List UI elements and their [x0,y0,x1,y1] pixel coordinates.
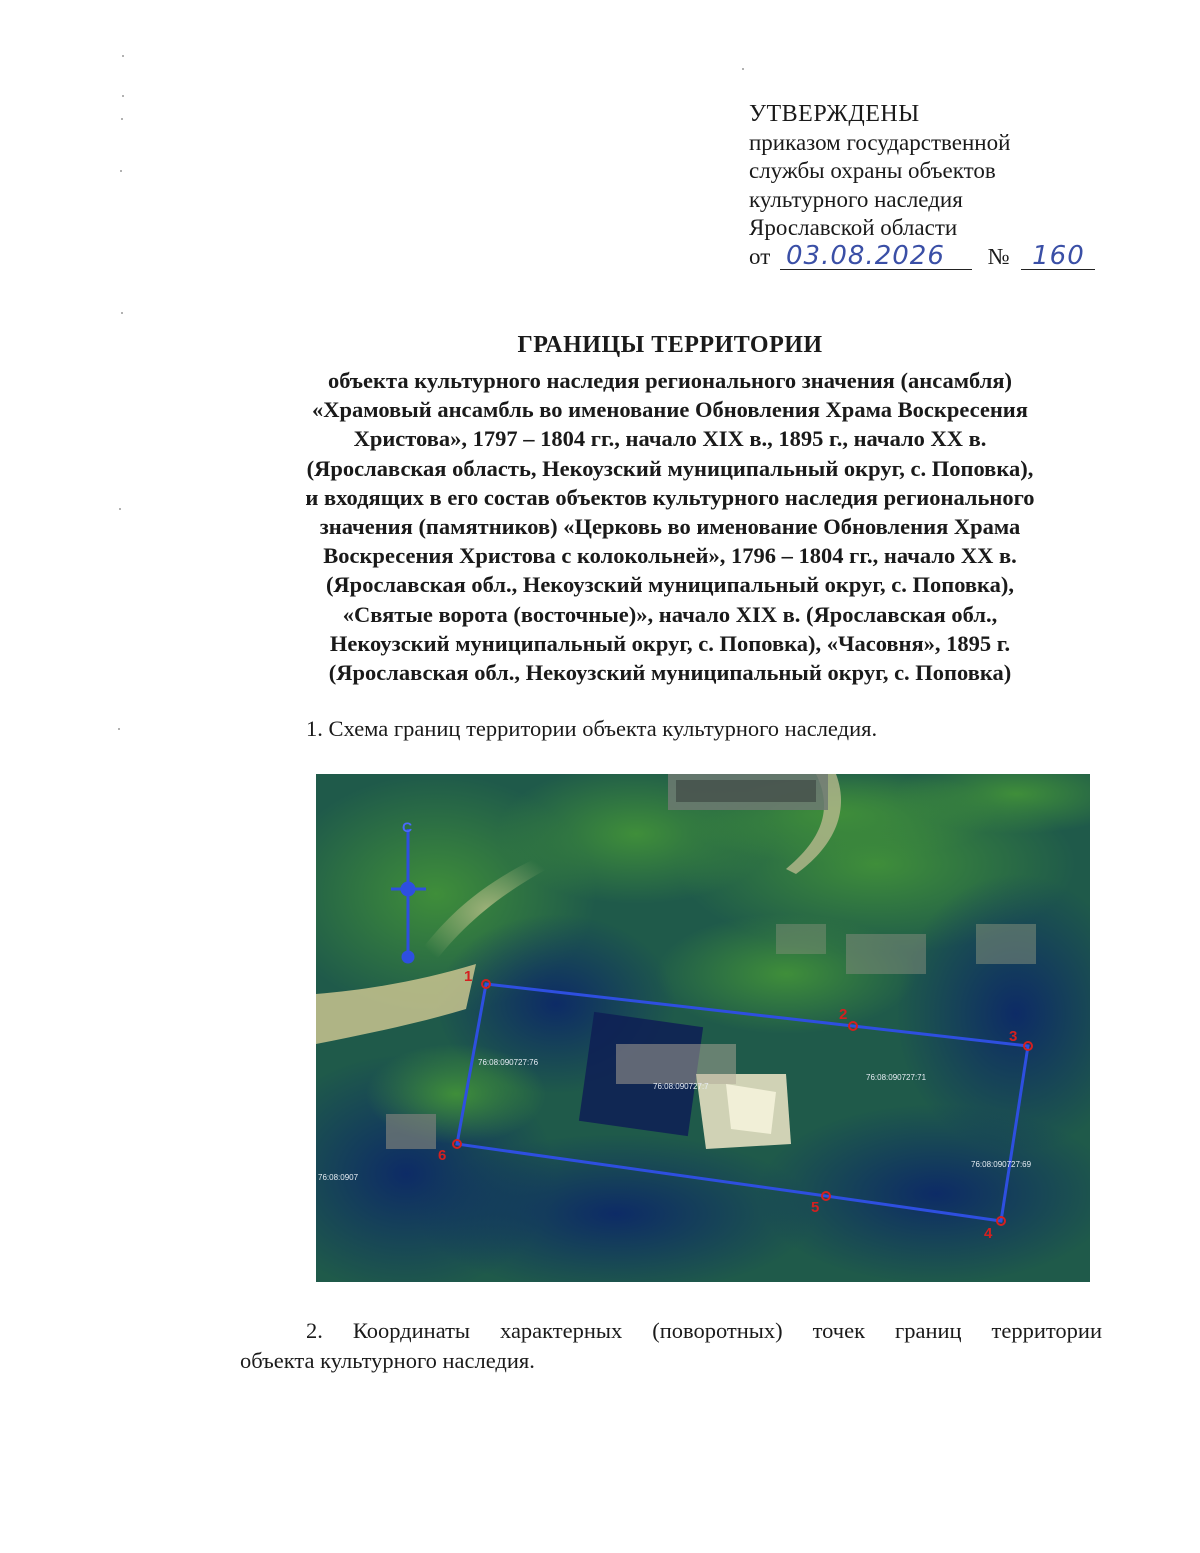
section-2-line: 2. Координаты характерных (поворотных) точек границ территории [306,1318,1102,1343]
approval-line: приказом государственной [749,129,1011,155]
parcel-label: 76:08:0907 [318,1173,359,1182]
scan-speck [120,170,122,172]
scan-speck [118,728,120,730]
scan-speck [121,118,123,120]
subtitle-line: Воскресения Христова с колокольней», 1796 – 1804 гг., начало XX в. [323,543,1017,569]
scan-speck [742,68,744,70]
point-label: 4 [984,1225,993,1242]
approval-line: культурного наследия [749,186,963,212]
parcel-label: 76:08:090727:76 [478,1058,539,1067]
scan-speck [121,312,123,314]
section-1-heading: 1. Схема границ территории объекта культурного наследия. [306,716,878,741]
subtitle-line: значения (памятников) «Церковь во именование Обновления Храма [319,514,1021,540]
document-title-block [180,330,1160,687]
number-field [1021,240,1095,271]
satellite-image [316,774,1090,1282]
document-title: ГРАНИЦЫ ТЕРРИТОРИИ [517,332,823,358]
date-prefix: от [749,243,771,269]
approval-heading: УТВЕРЖДЕНЫ [749,101,920,127]
subtitle-line: (Ярославская область, Некоузский муниципальный округ, с. Поповка), [306,455,1034,481]
scan-speck [122,95,124,97]
subtitle-line: Некоузский муниципальный округ, с. Поповка), «Часовня», 1895 г. [329,630,1011,656]
point-label: 1 [464,968,473,985]
section-2-line: объекта культурного наследия. [240,1348,535,1373]
approval-block [749,100,1095,273]
point-label: 3 [1009,1028,1018,1045]
date-field [780,240,972,271]
parcel-label: 76:08:090727:7 [653,1082,709,1091]
parcel-label: 76:08:090727:71 [866,1073,927,1082]
subtitle-line: объекта культурного наследия регионального значения (ансамбля) [327,368,1013,393]
number-prefix: № [987,243,1010,269]
subtitle-line: «Святые ворота (восточные)», начало XIX в. (Ярославская обл., [342,601,998,627]
subtitle-line: и входящих в его состав объектов культурного наследия регионального [305,484,1035,510]
point-label: 6 [438,1147,447,1164]
section-2-paragraph [240,1316,1102,1376]
subtitle-line: (Ярославская обл., Некоузский муниципальный округ, с. Поповка) [328,660,1012,686]
point-label: 5 [811,1199,820,1216]
subtitle-line: (Ярославская обл., Некоузский муниципальный округ, с. Поповка), [325,572,1015,598]
scan-speck [122,55,124,57]
subtitle-line: Христова», 1797 – 1804 гг., начало XIX в., 1895 г., начало XX в. [353,426,987,452]
handwritten-number: 160 [1032,240,1085,271]
approval-line: Ярославской области [749,215,958,241]
approval-line: службы охраны объектов [749,158,996,184]
boundary-scheme-map [316,774,1090,1282]
subtitle-line: «Храмовый ансамбль во именование Обновления Храма Воскресения [312,397,1028,423]
document-subtitle [180,366,1160,687]
parcel-label: 76:08:090727:69 [971,1160,1032,1169]
approval-date-row [749,240,1095,273]
handwritten-date: 03.08.2026 [786,240,945,271]
point-label: 2 [839,1006,848,1023]
scan-speck [119,508,121,510]
compass-north-label: С [402,819,413,835]
